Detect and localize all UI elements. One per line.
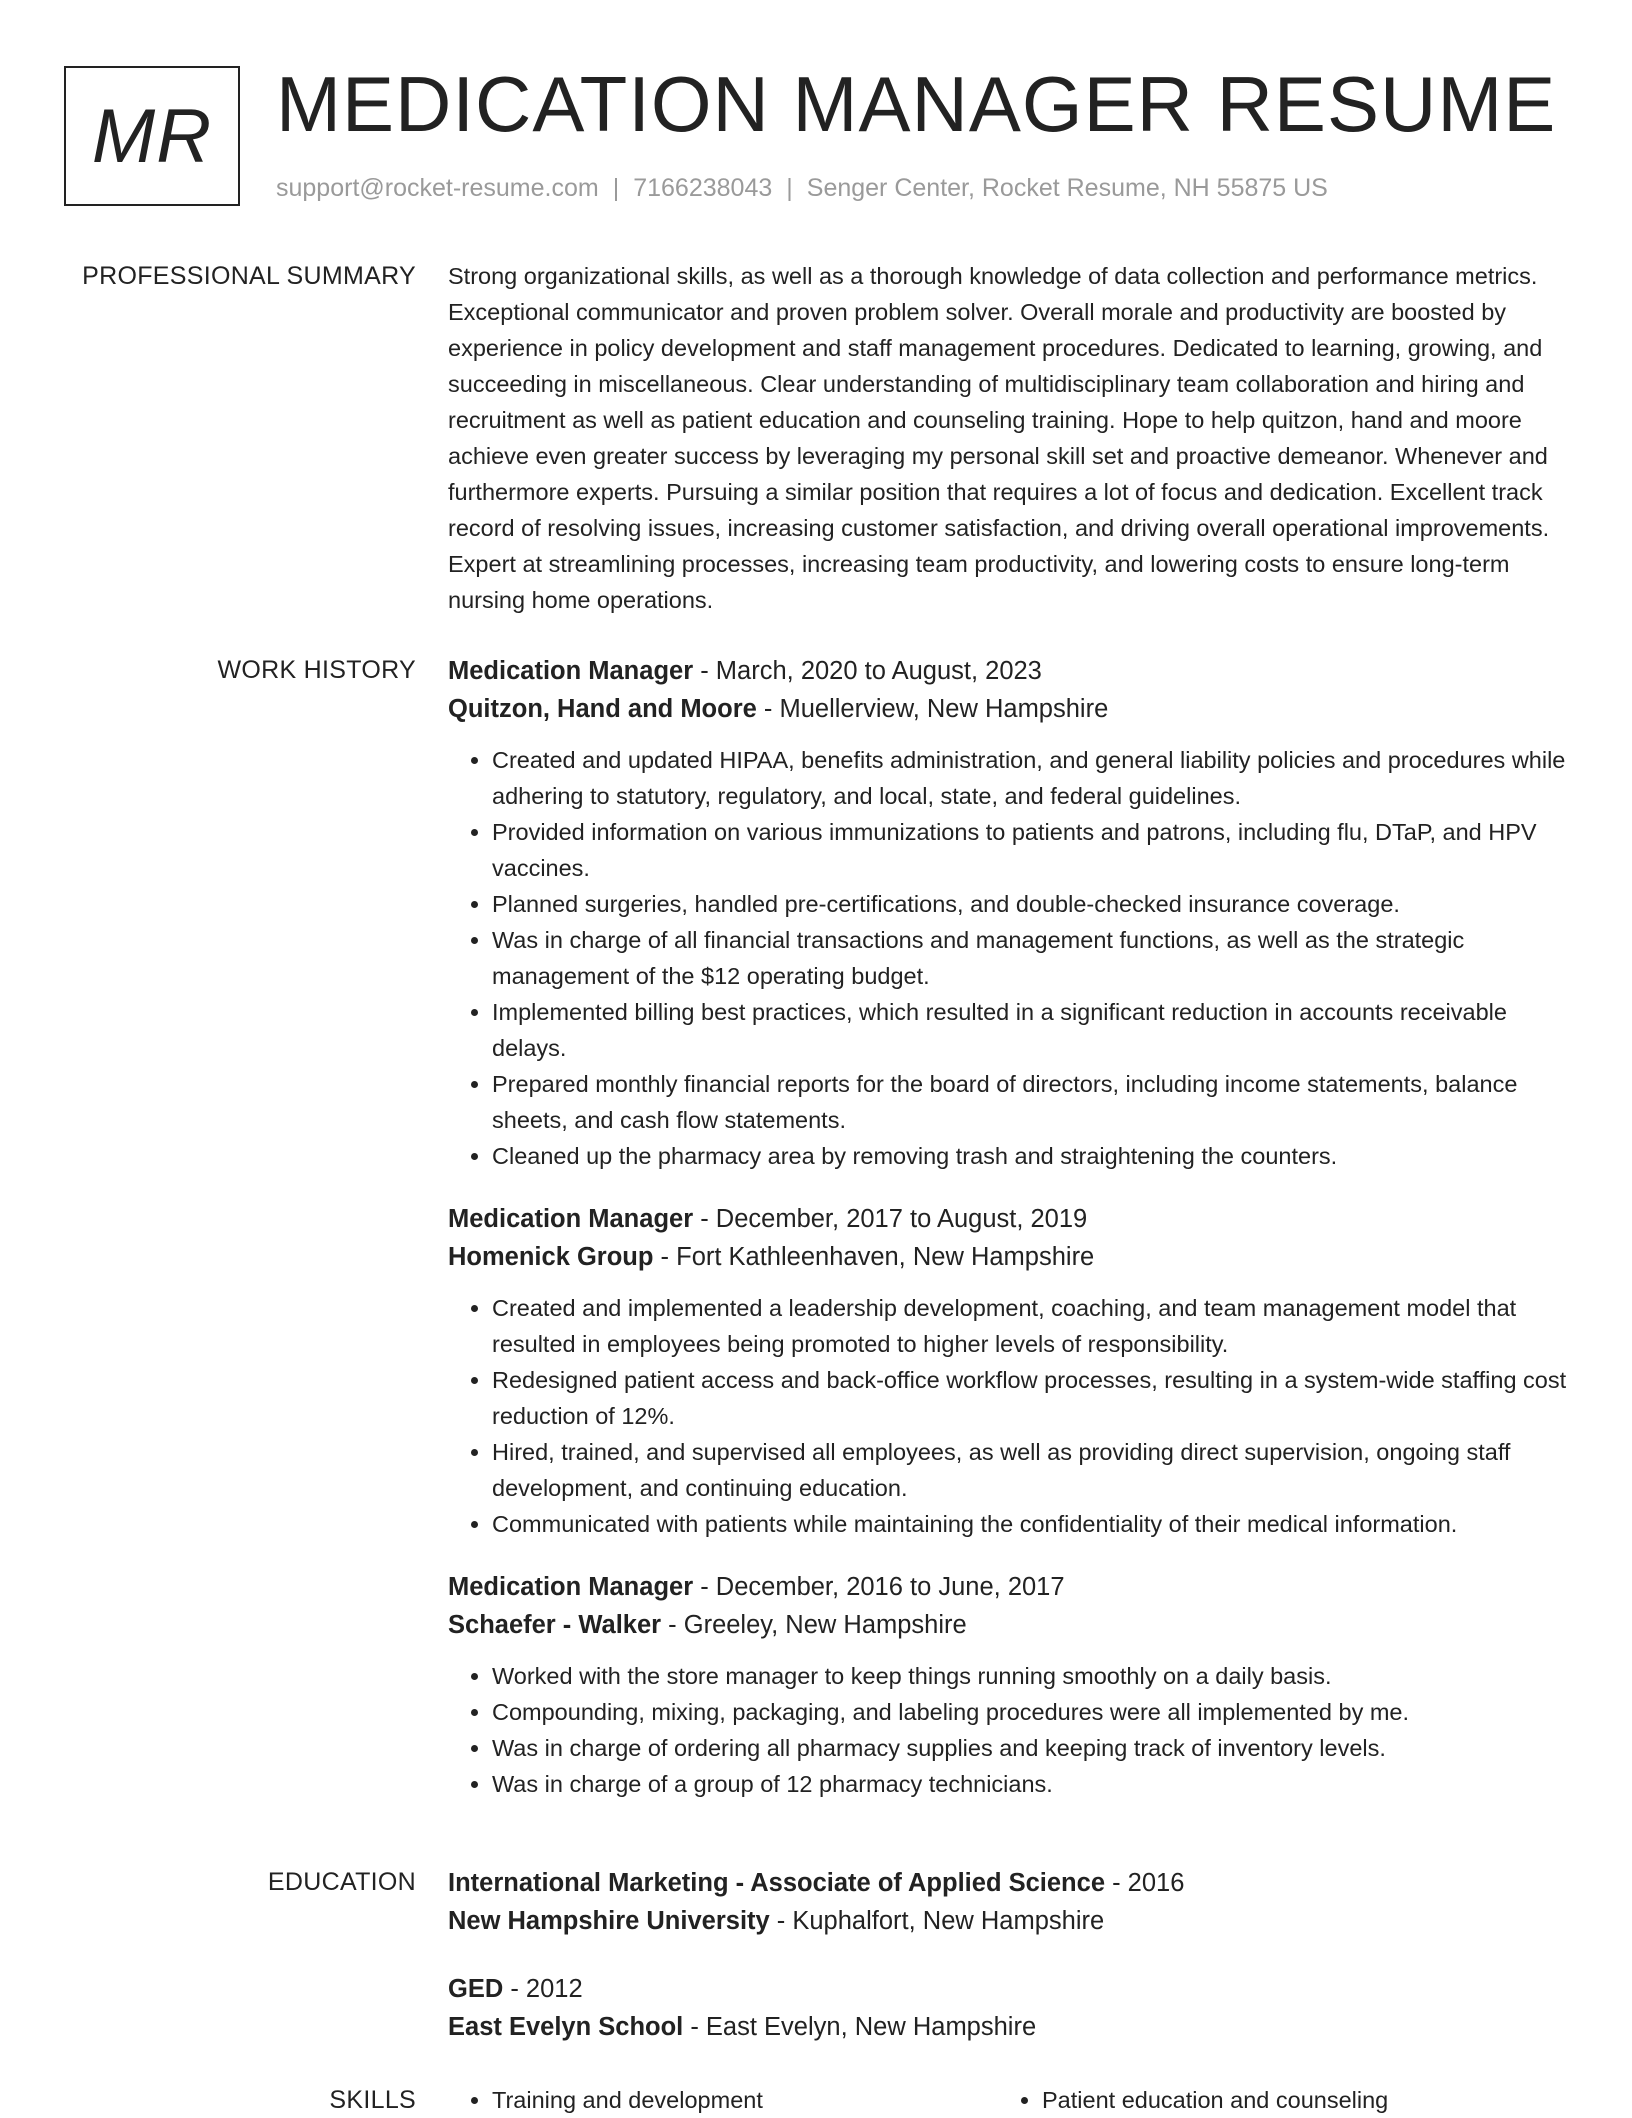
education-heading: EDUCATION <box>267 1868 416 1896</box>
edu-degree: GED <box>448 1975 504 2003</box>
contact-line <box>276 174 1328 203</box>
skills-body <box>448 2082 1570 2118</box>
summary-text: Strong organizational skills, as well as a thorough knowledge of data collection and performance metrics. Exceptional communicator and proven problem solver. Overall morale and productivity are boosted by experience in policy development and staff management procedures. Dedicated to learning, growing, and succeeding in miscellaneous. Clear understanding of multidisciplinary team collaboration and hiring and recruitment as well as patient education and counseling training. Hope to help quitzon, hand and moore achieve even greater success by leveraging my personal skill set and proactive demeanor. Whenever and furthermore experts. Pursuing a similar position that requires a lot of focus and dedication. Excellent track record of resolving issues, increasing customer satisfaction, and driving overall operational improvements. Expert at streamlining processes, increasing team productivity, and lowering costs to ensure long-term nursing home operations. <box>448 263 1550 613</box>
edu-degree-line <box>448 1864 1570 1902</box>
job-bullet: • Planned surgeries, handled pre-certifications, and double-checked insurance coverage. <box>492 886 1570 922</box>
job-entry <box>448 652 1570 1174</box>
education-entry <box>448 1864 1570 1940</box>
job-bullet: • Created and updated HIPAA, benefits administration, and general liability policies and procedures while adhering to statutory, regulatory, and local, state, and federal guidelines. <box>492 742 1570 814</box>
job-company: Quitzon, Hand and Moore <box>448 695 757 723</box>
job-company: Homenick Group <box>448 1243 654 1271</box>
skills-heading: SKILLS <box>329 2086 416 2114</box>
job-bullet: • Cleaned up the pharmacy area by removing trash and straightening the counters. <box>492 1138 1570 1174</box>
job-bullet: • Implemented billing best practices, which resulted in a significant reduction in accounts receivable delays. <box>492 994 1570 1066</box>
resume-header <box>64 60 1564 216</box>
job-dates: - December, 2016 to June, 2017 <box>693 1573 1065 1601</box>
job-bullet: • Hired, trained, and supervised all employees, as well as providing direct supervision, ongoing staff development, and continuing education. <box>492 1434 1570 1506</box>
job-company: Schaefer - Walker <box>448 1611 662 1639</box>
job-bullet: • Created and implemented a leadership development, coaching, and team management model that resulted in employees being promoted to higher levels of responsibility. <box>492 1290 1570 1362</box>
work-history-heading: WORK HISTORY <box>217 656 416 684</box>
summary-heading: PROFESSIONAL SUMMARY <box>82 262 416 290</box>
monogram-text: MR <box>91 93 213 179</box>
edu-year: - 2012 <box>503 1975 583 2003</box>
contact-email[interactable]: support@rocket-resume.com <box>276 174 599 202</box>
edu-year: - 2016 <box>1105 1869 1185 1897</box>
job-bullet: • Was in charge of ordering all pharmacy supplies and keeping track of inventory levels. <box>492 1730 1570 1766</box>
job-title: Medication Manager <box>448 1573 694 1601</box>
education-body <box>448 1864 1570 2076</box>
monogram-badge <box>64 66 240 206</box>
summary-body <box>448 258 1570 618</box>
job-entry <box>448 1568 1570 1802</box>
contact-separator: | <box>786 174 793 202</box>
skills-list <box>448 2082 1570 2118</box>
job-dates: - December, 2017 to August, 2019 <box>693 1205 1088 1233</box>
edu-school: East Evelyn School <box>448 2013 684 2041</box>
edu-school-line <box>448 1902 1570 1940</box>
job-bullets <box>448 1290 1570 1542</box>
contact-separator: | <box>612 174 620 202</box>
job-title-line <box>448 1568 1570 1606</box>
job-title: Medication Manager <box>448 657 694 685</box>
education-entry <box>448 1970 1570 2046</box>
job-bullets <box>448 1658 1570 1802</box>
contact-address: Senger Center, Rocket Resume, NH 55875 US <box>806 174 1328 202</box>
job-bullet: • Prepared monthly financial reports for the board of directors, including income statements, balance sheets, and cash flow statements. <box>492 1066 1570 1138</box>
work-history-body <box>448 652 1570 1828</box>
job-bullet: • Redesigned patient access and back-office workflow processes, resulting in a system-wide staffing cost reduction of 12%. <box>492 1362 1570 1434</box>
contact-phone[interactable]: 7166238043 <box>633 174 773 202</box>
job-location: - Greeley, New Hampshire <box>661 1611 967 1639</box>
job-bullet: • Worked with the store manager to keep things running smoothly on a daily basis. <box>492 1658 1570 1694</box>
job-title-line <box>448 652 1570 690</box>
edu-school: New Hampshire University <box>448 1907 770 1935</box>
job-bullet: • Communicated with patients while maintaining the confidentiality of their medical information. <box>492 1506 1570 1542</box>
edu-school-line <box>448 2008 1570 2046</box>
job-bullet: • Compounding, mixing, packaging, and labeling procedures were all implemented by me. <box>492 1694 1570 1730</box>
job-company-line <box>448 1606 1570 1644</box>
resume-title: MEDICATION MANAGER RESUME <box>276 60 1557 148</box>
job-entry <box>448 1200 1570 1542</box>
skill-item: • Patient education and counseling <box>1042 2082 1592 2118</box>
job-company-line <box>448 690 1570 728</box>
job-bullet: • Was in charge of a group of 12 pharmacy technicians. <box>492 1766 1570 1802</box>
job-bullets <box>448 742 1570 1174</box>
job-location: - Fort Kathleenhaven, New Hampshire <box>653 1243 1095 1271</box>
edu-location: - East Evelyn, New Hampshire <box>683 2013 1037 2041</box>
job-bullet: • Was in charge of all financial transactions and management functions, as well as the strategic management of the $12 operating budget. <box>492 922 1570 994</box>
skill-item: • Training and development <box>492 2082 1042 2118</box>
job-dates: - March, 2020 to August, 2023 <box>693 657 1042 685</box>
job-location: - Muellerview, New Hampshire <box>756 695 1109 723</box>
job-company-line <box>448 1238 1570 1276</box>
job-title: Medication Manager <box>448 1205 694 1233</box>
job-bullet: • Provided information on various immunizations to patients and patrons, including flu, DTaP, and HPV vaccines. <box>492 814 1570 886</box>
edu-degree: International Marketing - Associate of Applied Science <box>448 1869 1105 1897</box>
edu-degree-line <box>448 1970 1570 2008</box>
job-title-line <box>448 1200 1570 1238</box>
edu-location: - Kuphalfort, New Hampshire <box>769 1907 1105 1935</box>
